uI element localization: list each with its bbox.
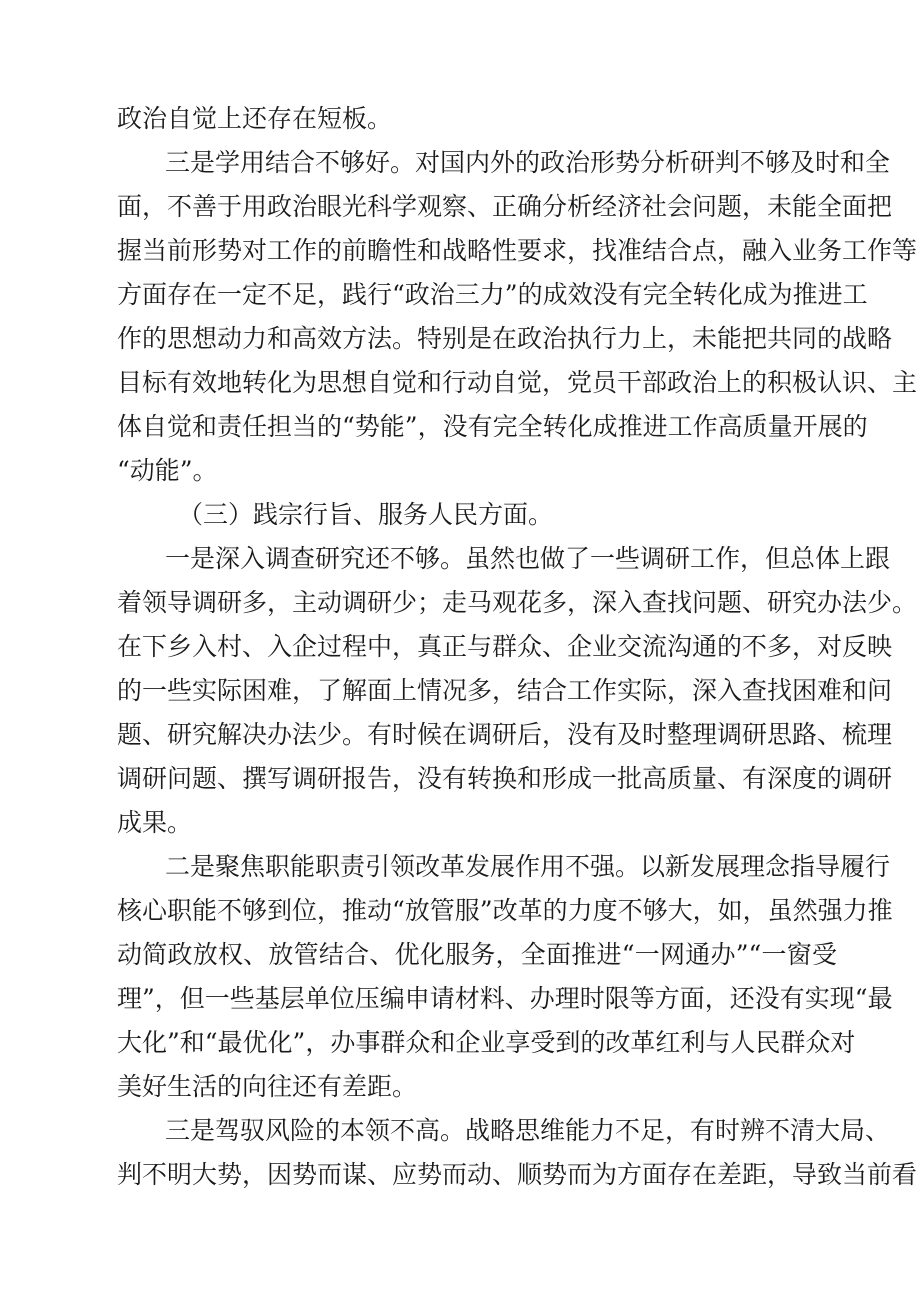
text-line: 成果。 — [117, 808, 193, 837]
text-line: 理”，但一些基层单位压编申请材料、办理时限等方面，还没有实现“最 — [117, 984, 893, 1013]
text-line: 判不明大势，因势而谋、应势而动、顺势而为方面存在差距，导致当前看 — [117, 1160, 918, 1189]
text-line: 题、研究解决办法少。有时候在调研后，没有及时整理调研思路、梳理 — [117, 720, 893, 749]
text-line: “动能”。 — [117, 456, 218, 485]
text-line: 着领导调研多，主动调研少；走马观花多，深入查找问题、研究办法少。 — [117, 588, 918, 617]
paragraph-first-line: 三是驾驭风险的本领不高。战略思维能力不足，有时辨不清大局、 — [165, 1116, 891, 1145]
text-line: 核心职能不够到位，推动“放管服”改革的力度不够大，如，虽然强力推 — [117, 896, 893, 925]
text-line: 体自觉和责任担当的“势能”，没有完全转化成推进工作高质量开展的 — [117, 412, 868, 441]
text-line: 方面存在一定不足，践行“政治三力”的成效没有完全转化成为推进工 — [117, 280, 868, 309]
text-line: 握当前形势对工作的前瞻性和战略性要求，找准结合点，融入业务工作等 — [117, 236, 918, 265]
text-line: 美好生活的向往还有差距。 — [117, 1072, 418, 1101]
text-line: 调研问题、撰写调研报告，没有转换和形成一批高质量、有深度的调研 — [117, 764, 893, 793]
text-line: 动简政放权、放管结合、优化服务，全面推进“一网通办”“一窗受 — [117, 940, 837, 969]
text-line: 在下乡入村、入企过程中，真正与群众、企业交流沟通的不多，对反映 — [117, 632, 893, 661]
text-line: 面，不善于用政治眼光科学观察、正确分析经济社会问题，未能全面把 — [117, 192, 893, 221]
paragraph-first-line: 一是深入调查研究还不够。虽然也做了一些调研工作，但总体上跟 — [165, 544, 891, 573]
text-line: 作的思想动力和高效方法。特别是在政治执行力上，未能把共同的战略 — [117, 324, 893, 353]
text-line: 政治自觉上还存在短板。 — [117, 104, 393, 133]
text-line: 的一些实际困难，了解面上情况多，结合工作实际，深入查找困难和问 — [117, 676, 893, 705]
section-heading: （三）践宗行旨、服务人民方面。 — [178, 500, 554, 529]
text-line: 目标有效地转化为思想自觉和行动自觉，党员干部政治上的积极认识、主 — [117, 368, 918, 397]
text-line: 大化”和“最优化”，办事群众和企业享受到的改革红利与人民群众对 — [117, 1028, 856, 1057]
paragraph-first-line: 二是聚焦职能职责引领改革发展作用不强。以新发展理念指导履行 — [165, 852, 891, 881]
paragraph-first-line: 三是学用结合不够好。对国内外的政治形势分析研判不够及时和全 — [165, 148, 891, 177]
